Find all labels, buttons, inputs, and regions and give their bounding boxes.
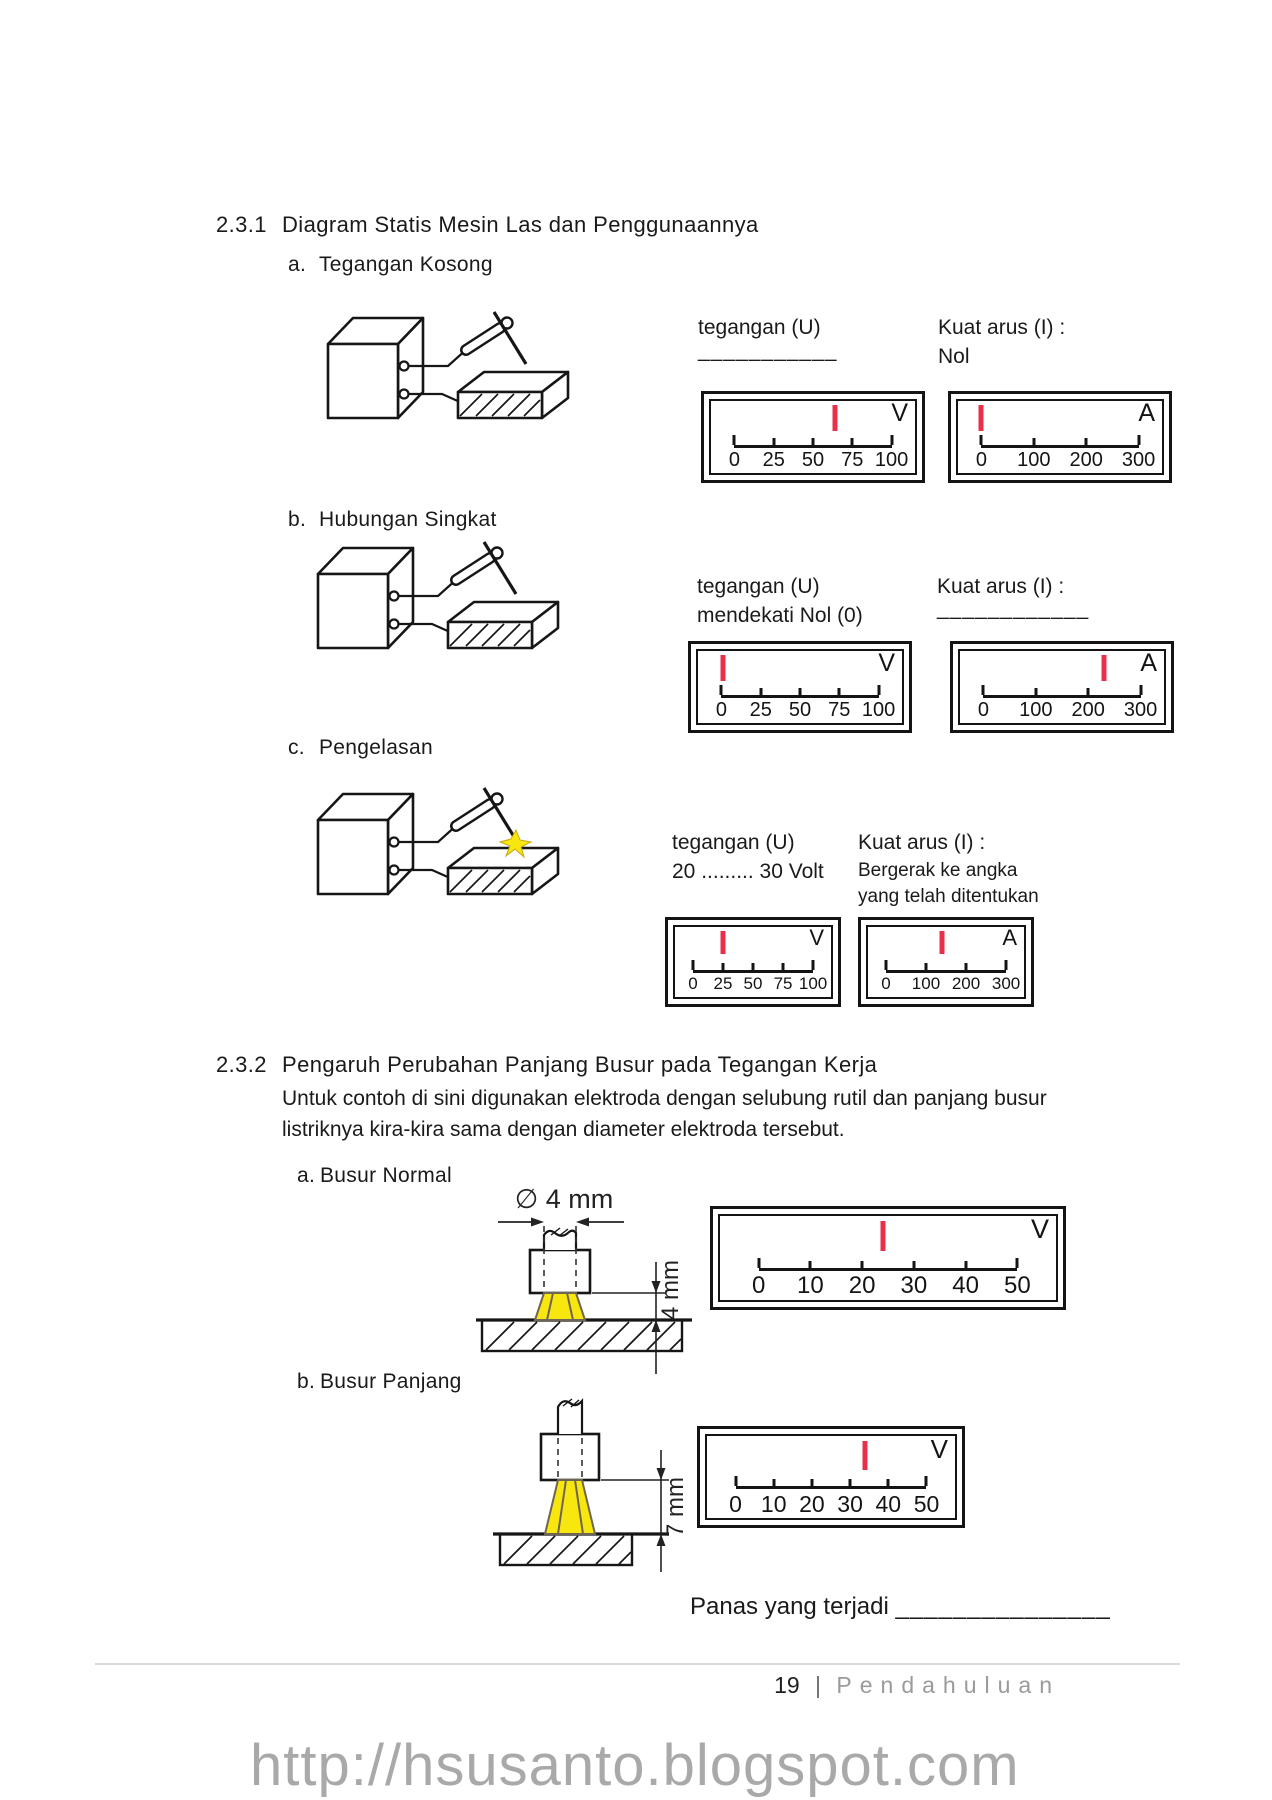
gauge-face [866, 925, 1026, 999]
gauge-tick [890, 435, 893, 445]
gauge-tick-labels [751, 1272, 1031, 1300]
subitem-hubungan-singkat: b. Hubungan Singkat [288, 508, 497, 531]
welding-machine-diagram [310, 306, 610, 436]
voltage-label: tegangan (U) [698, 316, 821, 339]
panas-line [690, 1593, 1111, 1621]
gauge-tick [757, 1258, 760, 1268]
gauge-tick [799, 688, 802, 695]
gauge-tick-label: 25 [762, 449, 785, 472]
gauge-face [956, 399, 1164, 475]
gauge-face [696, 649, 904, 725]
gauge-tick-label: 0 [729, 1490, 742, 1517]
voltmeter-gauge [688, 641, 912, 733]
gauge-tick [887, 1479, 890, 1486]
gauge-tick [809, 1261, 812, 1268]
gauge-face [958, 649, 1166, 725]
gauge-tick-label: 75 [841, 449, 864, 472]
gauge-tick-label: 100 [911, 973, 941, 993]
gauge-tick-label: 100 [798, 973, 828, 993]
gauge-tick [812, 960, 815, 970]
gauge-needle [832, 405, 837, 431]
gauge-tick-label: 20 [799, 1490, 825, 1517]
voltmeter-gauge [665, 917, 841, 1007]
gauge-tick-label: 40 [952, 1272, 979, 1300]
footer-separator: | [815, 1672, 822, 1698]
gauge-tick-label: 40 [875, 1490, 902, 1517]
gauge-tick-label: 25 [749, 699, 772, 722]
gauge-tick [861, 1261, 864, 1268]
gauge-tick-label: 200 [951, 973, 981, 993]
gauge-unit-label: V [878, 649, 895, 677]
gauge-tick [912, 1261, 915, 1268]
gauge-needle [1101, 655, 1106, 681]
panas-label: Panas yang terjadi [690, 1593, 889, 1620]
section-title: Diagram Statis Mesin Las dan Penggunaannya [282, 212, 759, 237]
gauge-tick-label: 50 [913, 1490, 940, 1517]
gauge-tick [752, 963, 755, 970]
gap-dimension-label: 7 mm [662, 1477, 689, 1537]
gauge-tick-label: 25 [713, 973, 733, 993]
gauge-unit-label: V [930, 1434, 948, 1464]
gauge-tick-label: 75 [773, 973, 793, 993]
voltmeter-gauge [697, 1426, 965, 1528]
current-label: Kuat arus (I) : [937, 575, 1065, 598]
gauge-tick-label: 100 [861, 699, 896, 722]
ammeter-gauge [858, 917, 1034, 1007]
current-blank: ____________ [937, 597, 1090, 620]
gauge-tick [772, 438, 775, 445]
gauge-scale [983, 685, 1140, 698]
subitem-busur-normal: a. Busur Normal [297, 1164, 452, 1187]
gauge-scale [721, 685, 878, 698]
current-label: Kuat arus (I) : [858, 831, 986, 854]
gauge-needle [880, 1221, 885, 1251]
watermark-url: http://hsusanto.blogspot.com [250, 1733, 1020, 1798]
gauge-face [709, 399, 917, 475]
panas-blank: _______________ [895, 1593, 1111, 1620]
current-label: Kuat arus (I) : [938, 316, 1066, 339]
gauge-tick-label: 0 [715, 699, 728, 722]
body-text-line: listriknya kira-kira sama dengan diameter elektroda tersebut. [282, 1118, 845, 1141]
voltage-value: 20 ......... 30 Volt [672, 860, 824, 883]
gauge-tick-label: 300 [1123, 699, 1158, 722]
gauge-tick-label: 100 [1017, 449, 1051, 472]
gauge-tick-label: 100 [874, 449, 909, 472]
gauge-unit-label: V [891, 399, 908, 427]
gauge-tick [982, 685, 985, 695]
section-number: 2.3.1 [216, 212, 267, 237]
gauge-needle [863, 1441, 868, 1470]
gauge-face [673, 925, 833, 999]
page-number: 19 [774, 1672, 800, 1698]
gauge-tick-label: 10 [797, 1272, 824, 1300]
gauge-tick-label: 50 [801, 449, 825, 472]
gauge-tick [964, 1261, 967, 1268]
section-title: Pengaruh Perubahan Panjang Busur pada Tegangan Kerja [282, 1052, 878, 1077]
gauge-tick-labels [977, 699, 1158, 722]
footer [760, 1672, 1060, 1699]
arc-flame [535, 1293, 585, 1320]
gauge-tick [1016, 1258, 1019, 1268]
gauge-needle [939, 931, 944, 954]
voltage-blank: ___________ [698, 339, 838, 362]
gauge-face [705, 1434, 957, 1520]
gauge-tick-label: 300 [1121, 449, 1156, 472]
gauge-tick [772, 1479, 775, 1486]
gauge-tick-label: 0 [975, 449, 988, 472]
body-text-line: Untuk contoh di sini digunakan elektroda dengan selubung rutil dan panjang busur [282, 1087, 1047, 1110]
gauge-scale [886, 960, 1006, 973]
gauge-tick-labels [728, 449, 909, 472]
voltmeter-gauge [701, 391, 925, 483]
gauge-tick-label: 100 [1019, 699, 1053, 722]
gauge-tick [759, 688, 762, 695]
gauge-tick-label: 300 [991, 973, 1021, 993]
section-231-heading [216, 212, 759, 238]
gauge-tick-label: 30 [837, 1490, 863, 1517]
gauge-tick [721, 963, 724, 970]
gauge-tick-labels [688, 973, 828, 995]
section-number: 2.3.2 [216, 1052, 267, 1077]
gauge-unit-label: A [1002, 925, 1017, 950]
gauge-tick-label: 75 [828, 699, 851, 722]
gauge-face [718, 1214, 1058, 1302]
gauge-tick-labels [975, 449, 1156, 472]
gauge-tick-label: 0 [881, 973, 891, 993]
gauge-tick-label: 0 [688, 973, 698, 993]
gauge-unit-label: A [1138, 399, 1155, 427]
gauge-tick [733, 435, 736, 445]
gauge-scale [759, 1258, 1018, 1271]
gauge-needle [721, 655, 726, 681]
voltage-value: mendekati Nol (0) [697, 604, 863, 627]
gauge-tick [782, 963, 785, 970]
gauge-tick-label: 10 [760, 1490, 787, 1517]
gauge-tick [1087, 688, 1090, 695]
gauge-tick [924, 963, 927, 970]
gauge-tick-label: 20 [848, 1272, 876, 1300]
electrode-diagram-long [455, 1392, 705, 1577]
gauge-tick-label: 30 [900, 1272, 928, 1300]
current-value: Nol [938, 345, 970, 368]
current-value-line1: Bergerak ke angka [858, 860, 1018, 881]
gauge-unit-label: V [1030, 1214, 1049, 1244]
gauge-tick [691, 960, 694, 970]
gauge-tick [720, 685, 723, 695]
arc-flame [545, 1480, 595, 1534]
gauge-tick [812, 438, 815, 445]
gauge-tick [1085, 438, 1088, 445]
gauge-unit-label: A [1140, 649, 1157, 677]
gauge-tick [1034, 688, 1037, 695]
welding-machine-diagram [300, 536, 600, 666]
gauge-tick [1137, 435, 1140, 445]
gauge-tick [877, 685, 880, 695]
gauge-tick-labels [715, 699, 896, 722]
gauge-tick [965, 963, 968, 970]
ammeter-gauge [948, 391, 1172, 483]
gauge-tick-labels [881, 973, 1021, 995]
subitem-busur-panjang: b. Busur Panjang [297, 1370, 462, 1393]
voltage-label: tegangan (U) [672, 831, 795, 854]
gauge-tick-label: 50 [788, 699, 812, 722]
welding-machine-arc-diagram [300, 782, 600, 912]
gauge-tick [980, 435, 983, 445]
gauge-tick [838, 688, 841, 695]
gauge-tick [925, 1476, 928, 1486]
voltmeter-gauge [710, 1206, 1066, 1310]
section-232-heading [216, 1052, 877, 1078]
current-value-line2: yang telah ditentukan [858, 886, 1039, 907]
diameter-label: ∅ 4 mm [514, 1184, 614, 1214]
voltage-label: tegangan (U) [697, 575, 820, 598]
gauge-tick-label: 200 [1071, 699, 1105, 722]
gauge-needle [720, 931, 725, 954]
gauge-scale [981, 435, 1138, 448]
gauge-scale [734, 435, 891, 448]
gauge-scale [736, 1476, 927, 1489]
gauge-tick-labels [729, 1490, 940, 1517]
subitem-tegangan-kosong: a. Tegangan Kosong [288, 253, 493, 276]
gauge-tick [810, 1479, 813, 1486]
gauge-tick-label: 200 [1069, 449, 1103, 472]
footer-section-name: Pendahuluan [836, 1672, 1060, 1698]
subitem-pengelasan: c. Pengelasan [288, 736, 433, 759]
gauge-unit-label: V [809, 925, 824, 950]
gauge-tick-label: 0 [728, 449, 741, 472]
gauge-tick-label: 50 [1004, 1272, 1031, 1300]
gauge-tick-label: 0 [977, 699, 990, 722]
gauge-tick [1032, 438, 1035, 445]
gauge-tick [849, 1479, 852, 1486]
gauge-tick [1139, 685, 1142, 695]
gauge-tick [884, 960, 887, 970]
gauge-needle [979, 405, 984, 431]
gauge-tick-label: 50 [743, 973, 763, 993]
gap-dimension-label: 4 mm [657, 1260, 684, 1320]
gauge-tick [851, 438, 854, 445]
ammeter-gauge [950, 641, 1174, 733]
gauge-tick [1005, 960, 1008, 970]
footer-rule [95, 1663, 1180, 1665]
electrode-diagram-normal [452, 1178, 702, 1383]
gauge-tick [734, 1476, 737, 1486]
gauge-tick-label: 0 [751, 1272, 766, 1300]
gauge-scale [693, 960, 813, 973]
